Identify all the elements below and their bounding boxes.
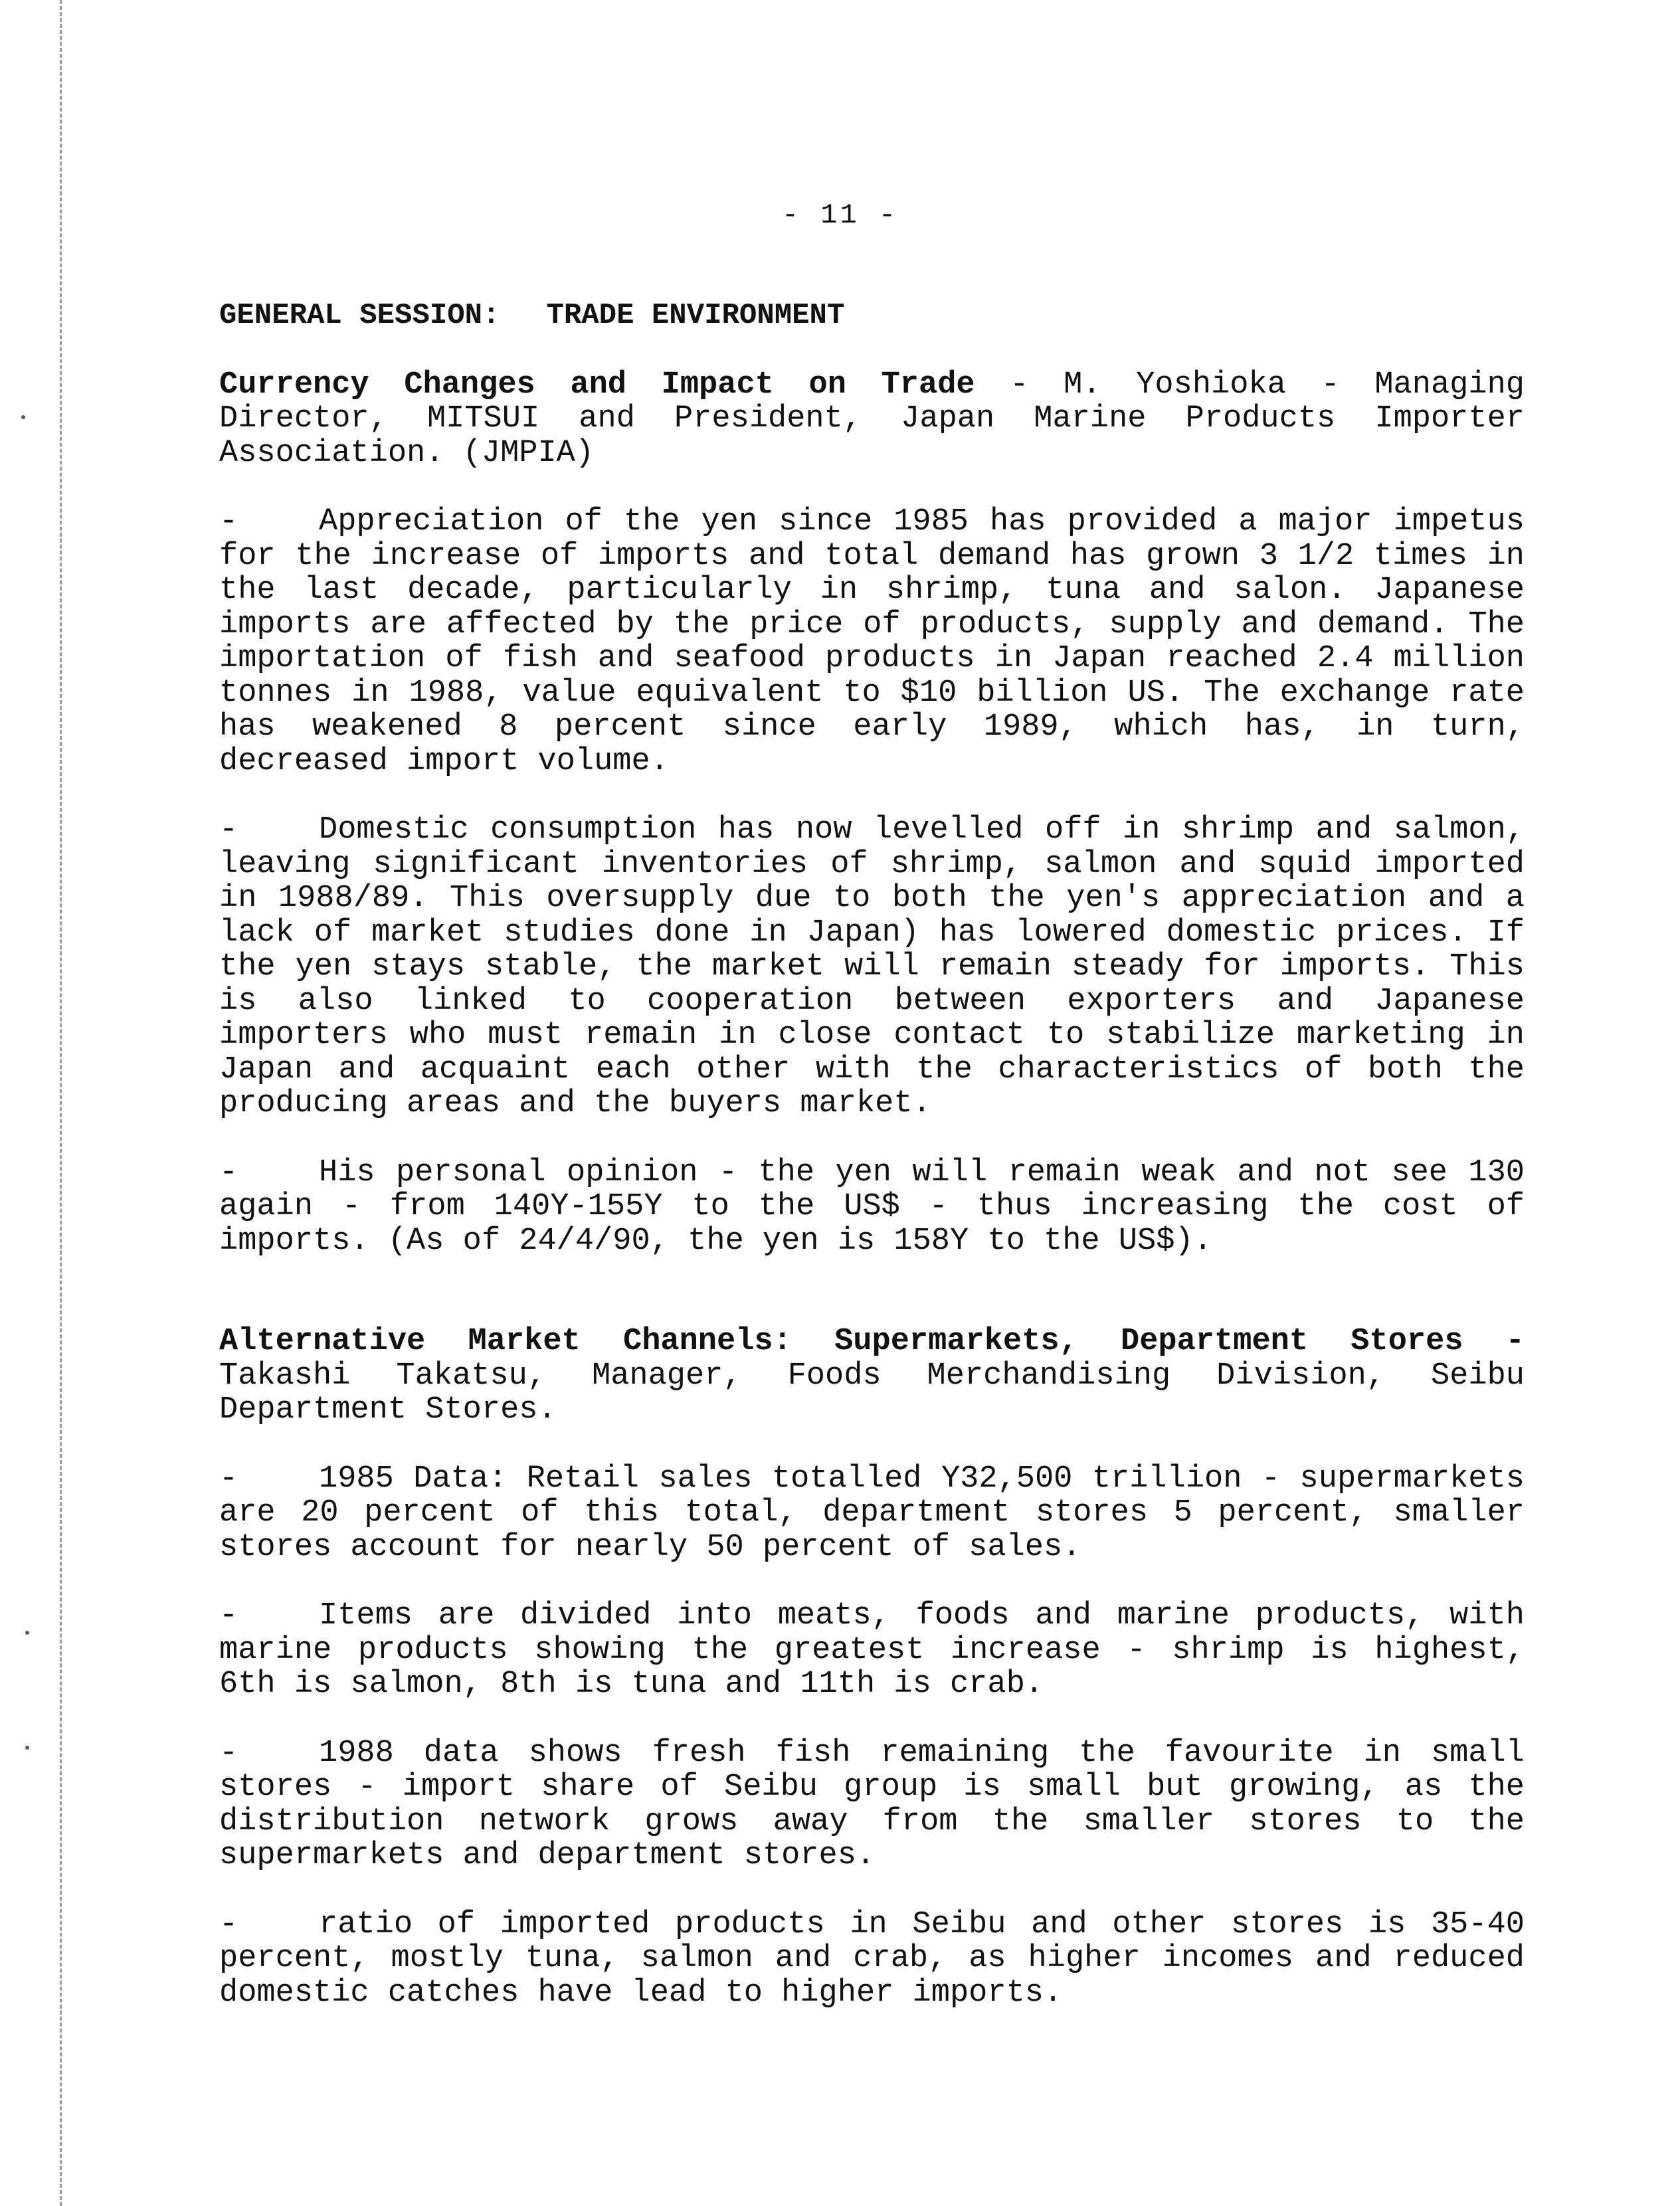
bullet-paragraph (219, 1736, 1525, 1873)
bullet-paragraph (219, 813, 1525, 1121)
page-number: - 11 - (781, 199, 899, 231)
session-heading (219, 299, 1525, 333)
scan-speck (25, 1746, 29, 1750)
scan-edge-line (60, 0, 62, 2206)
section-title: Currency Changes and Impact on Trade (219, 367, 975, 403)
bullet-paragraph (219, 1156, 1525, 1259)
bullet-marker: - (219, 1735, 238, 1771)
bullet-paragraph (219, 1462, 1525, 1565)
bullet-text: 1985 Data: Retail sales totalled Y32,500 trillion - supermarkets are 20 percent of this total, department stores 5 percent, smaller stores account for nearly 50 percent of sales. (219, 1461, 1525, 1565)
bullet-marker: - (219, 1906, 238, 1942)
section-spacer (219, 1258, 1525, 1325)
bullet-text: ratio of imported products in Seibu and other stores is 35-40 percent, mostly tuna, salmon and crab, as higher incomes and reduced domestic catches have lead to higher imports. (219, 1906, 1525, 2011)
bullet-marker: - (219, 1154, 238, 1190)
session-topic: TRADE ENVIRONMENT (546, 299, 845, 332)
bullet-paragraph (219, 505, 1525, 779)
bullet-text: 1988 data shows fresh fish remaining the favourite in small stores - import share of Seibu group is small but growing, as the distribution network grows away from the smaller stores to the supermarkets and department stores. (219, 1735, 1525, 1873)
bullet-marker: - (219, 504, 238, 539)
bullet-marker: - (219, 1598, 238, 1633)
bullet-text: Items are divided into meats, foods and marine products, with marine products showing the greatest increase - shrimp is highest, 6th is salmon, 8th is tuna and 11th is crab. (219, 1598, 1525, 1702)
section-speaker: Takashi Takatsu, Manager, Foods Merchandising Division, Seibu Department Stores. (219, 1358, 1525, 1427)
section-heading (219, 368, 1525, 471)
section-speaker: - M. Yoshioka - Managing Director, MITSUI and President, Japan Marine Products Importer Association. (JMPIA) (219, 367, 1525, 471)
bullet-paragraph (219, 1908, 1525, 2011)
bullet-marker: - (219, 1461, 238, 1497)
bullet-marker: - (219, 812, 238, 848)
section-heading (219, 1325, 1525, 1427)
bullet-text: Domestic consumption has now levelled off in shrimp and salmon, leaving significant inventories of shrimp, salmon and squid imported in 1988/89. This oversupply due to both the yen's appreciation and a lack of market studies done in Japan) has lowered domestic prices. If the yen stays stable, the market will remain steady for imports. This is also linked to cooperation between exporters and Japanese importers who must remain in close contact to stabilize marketing in Japan and acquaint each other with the characteristics of both the producing areas and the buyers market. (219, 812, 1525, 1121)
scan-speck (21, 415, 25, 419)
session-label: GENERAL SESSION: (219, 299, 500, 332)
bullet-paragraph (219, 1599, 1525, 1702)
bullet-text: His personal opinion - the yen will remain weak and not see 130 again - from 140Y-155Y to the US$ - thus increasing the cost of imports. (As of 24/4/90, the yen is 158Y to the US$). (219, 1154, 1525, 1259)
scan-speck (25, 1631, 29, 1635)
section-title: Alternative Market Channels: Supermarkets, Department Stores - (219, 1324, 1525, 1359)
bullet-text: Appreciation of the yen since 1985 has provided a major impetus for the increase of imports and total demand has grown 3 1/2 times in the last decade, particularly in shrimp, tuna and salon. Japanese imports are affected by the price of products, supply and demand. The importation of fish and seafood products in Japan reached 2.4 million tonnes in 1988, value equivalent to $10 billion US. The exchange rate has weakened 8 percent since early 1989, which has, in turn, decreased import volume. (219, 504, 1525, 779)
page-content (219, 299, 1525, 2010)
